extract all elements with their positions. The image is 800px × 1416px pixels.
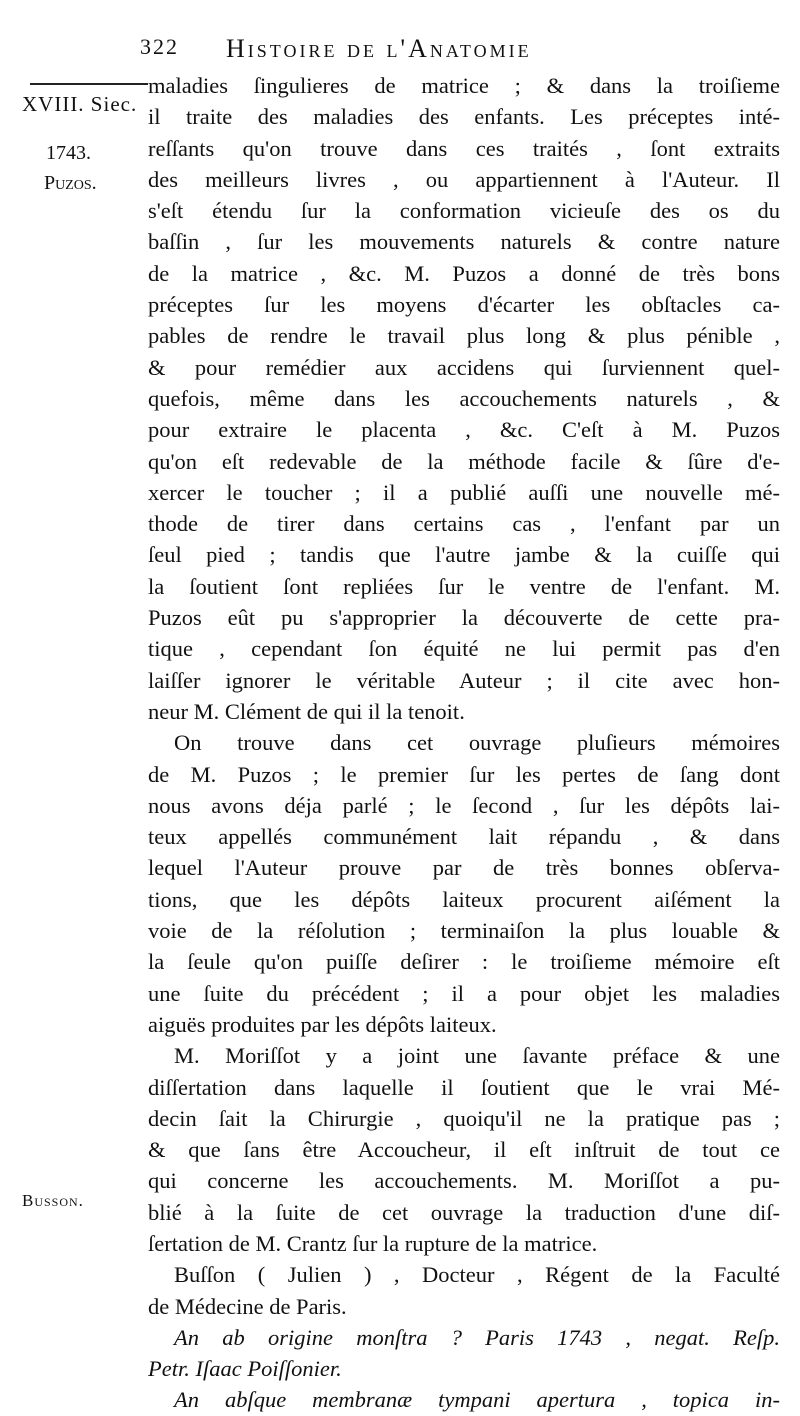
page-number: 322 <box>140 34 179 59</box>
text-line: diſſertation dans laquelle il ſoutient que le vrai Mé- <box>148 1074 780 1100</box>
text-line: neur M. Clément de qui il la tenoit. <box>148 698 465 724</box>
text-line: de M. Puzos ; le premier ſur les pertes de ſang dont <box>148 761 780 787</box>
text-line: laiſſer ignorer le véritable Auteur ; il cite avec hon- <box>148 667 780 693</box>
text-line: qu'on eſt redevable de la méthode facile & ſûre d'e- <box>148 448 780 474</box>
text-line: baſſin , ſur les mouvements naturels & contre nature <box>148 229 780 255</box>
text-line: ſertation de M. Crantz ſur la rupture de la matrice. <box>148 1230 598 1256</box>
text-line: s'eſt étendu ſur la conformation vicieuſe des os du <box>148 198 780 224</box>
text-line: tique , cependant ſon équité ne lui permit pas d'en <box>148 636 780 662</box>
text-line: On trouve dans cet ouvrage pluſieurs mémoires <box>174 730 780 756</box>
margin-note-busson: Busson. <box>22 1191 84 1210</box>
margin-rule <box>30 83 148 85</box>
margin-note-year: 1743. <box>46 142 91 164</box>
text-line: une ſuite du précédent ; il a pour objet les maladies <box>148 980 780 1006</box>
text-line: préceptes ſur les moyens d'écarter les obſtacles ca- <box>148 292 780 318</box>
text-line: Buſſon ( Julien ) , Docteur , Régent de la Faculté <box>174 1262 780 1288</box>
text-line: pour extraire le placenta , &c. C'eſt à M. Puzos <box>148 417 780 443</box>
text-line: de Médecine de Paris. <box>148 1293 347 1319</box>
margin-note-puzos: Puzos. <box>44 172 97 194</box>
text-line: tions, que les dépôts laiteux procurent aiſément la <box>148 886 780 912</box>
text-line: Puzos eût pu s'approprier la découverte de cette pra- <box>148 605 780 631</box>
text-line: quefois, même dans les accouchements naturels , & <box>148 385 780 411</box>
margin-note-century: XVIII. Siec. <box>22 92 138 116</box>
text-line: blié à la ſuite de cet ouvrage la traduction d'une diſ- <box>148 1199 780 1225</box>
text-line: maladies ſingulieres de matrice ; & dans la troiſieme <box>148 73 780 98</box>
text-line: voie de la réſolution ; terminaiſon la plus louable & <box>148 918 780 944</box>
running-header <box>140 30 760 66</box>
text-line: ſeul pied ; tandis que l'autre jambe & la cuiſſe qui <box>148 542 780 568</box>
text-line: & que ſans être Accoucheur, il eſt inſtruit de tout ce <box>148 1137 780 1163</box>
text-line: lequel l'Auteur prouve par de très bonnes obſerva- <box>148 855 780 881</box>
text-line: il traite des maladies des enfants. Les préceptes inté- <box>148 104 780 130</box>
text-line: pables de rendre le travail plus long & plus pénible , <box>148 323 780 349</box>
text-line: M. Moriſſot y a joint une ſavante préface & une <box>174 1043 780 1069</box>
text-line: reſſants qu'on trouve dans ces traités , ſont extraits <box>148 135 780 161</box>
text-line: qui concerne les accouchements. M. Moriſſot a pu- <box>148 1168 780 1194</box>
citation-line: Petr. Iſaac Poiſſonier. <box>148 1356 342 1382</box>
text-line: teux appellés communément lait répandu , & dans <box>148 824 780 850</box>
body-text <box>148 70 780 1416</box>
text-line: la ſoutient ſont repliées ſur le ventre de l'enfant. M. <box>148 573 780 599</box>
citation-line: An abſque membranæ tympani apertura , topica in- <box>174 1387 780 1413</box>
text-line: aiguës produites par les dépôts laiteux. <box>148 1011 497 1037</box>
text-line: thode de tirer dans certains cas , l'enfant par un <box>148 511 780 537</box>
text-line: nous avons déja parlé ; le ſecond , ſur les dépôts lai- <box>148 792 780 818</box>
text-line: la ſeule qu'on puiſſe deſirer : le troiſieme mémoire eſt <box>148 949 780 975</box>
text-line: xercer le toucher ; il a publié auſſi une nouvelle mé- <box>148 479 780 505</box>
running-title: Histoire de l'Anatomie <box>226 34 532 63</box>
text-line: de la matrice , &c. M. Puzos a donné de très bons <box>148 260 780 286</box>
citation-line: An ab origine monſtra ? Paris 1743 , negat. Reſp. <box>174 1324 780 1350</box>
text-line: decin ſait la Chirurgie , quoiqu'il ne la pratique pas ; <box>148 1105 780 1131</box>
text-line: des meilleurs livres , ou appartiennent à l'Auteur. Il <box>148 166 780 192</box>
text-line: & pour remédier aux accidens qui ſurviennent quel- <box>148 354 780 380</box>
